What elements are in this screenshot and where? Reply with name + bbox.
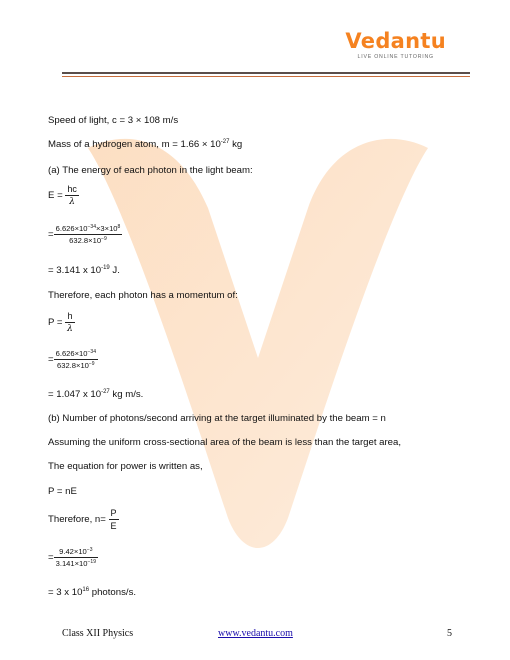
energy-fraction: $\frac{hc}{\lambda}$ xyxy=(67,184,77,207)
energy-substitution: = $\frac{6.626\times 10^{-34}\times 3\times 10^8}{632.8\times 10^{-9}}$ xyxy=(48,224,121,245)
assumption-line: Assuming the uniform cross-sectional area of the beam is less than the target area, xyxy=(48,437,402,448)
photon-count-substitution: = $\frac{9.42\times 10^{-3}}{3.141\times 10^{-19}}$ xyxy=(48,547,96,568)
energy-formula: E = $\frac{hc}{\lambda}$ xyxy=(48,184,77,207)
footer-class-label: Class XII Physics xyxy=(62,628,134,639)
logo-wordmark: Vedantu xyxy=(345,29,446,53)
part-a-heading: (a) The energy of each photon in the light beam: xyxy=(48,165,253,176)
footer-website-link[interactable]: www.vedantu.com xyxy=(218,628,293,639)
part-b-heading: (b) Number of photons/second arriving at the target illuminated by the beam = n xyxy=(48,413,386,424)
momentum-substitution: = $\frac{6.626\times 10^{-34}}{632.8\times 10^{-9}}$ xyxy=(48,349,96,370)
photon-count-result: = 3 x $10^{16}$ photons/s. xyxy=(48,587,137,598)
momentum-formula: P = $\frac{h}{\lambda}$ xyxy=(48,311,73,334)
page-number: 5 xyxy=(447,628,452,639)
vedantu-watermark xyxy=(88,128,428,548)
header-rule xyxy=(62,72,470,74)
photon-count-fraction: $\frac{P}{E}$ xyxy=(110,508,117,531)
logo-tagline: LIVE ONLINE TUTORING xyxy=(357,54,434,60)
header-rule-accent xyxy=(62,76,470,77)
power-equation: P = nE xyxy=(48,486,77,497)
momentum-substitution-fraction: $\frac{6.626\times 10^{-34}}{632.8\times 10^{-9}}$ xyxy=(55,349,96,370)
photon-count-formula: Therefore, n= $\frac{P}{E}$ xyxy=(48,508,117,531)
energy-result: = 3.141 x $10^{-19}$ J. xyxy=(48,265,120,276)
momentum-intro: Therefore, each photon has a momentum of: xyxy=(48,290,238,301)
hydrogen-mass-line: Mass of a hydrogen atom, $m = 1.66 \times 10^{-27}$ kg xyxy=(48,139,243,150)
photon-count-substitution-fraction: $\frac{9.42\times 10^{-3}}{3.141\times 10^{-19}}$ xyxy=(55,547,96,568)
power-equation-intro: The equation for power is written as, xyxy=(48,461,203,472)
momentum-result: = 1.047 x $10^{-27}$ kg m/s. xyxy=(48,389,144,400)
vedantu-logo xyxy=(345,30,446,60)
energy-substitution-fraction: $\frac{6.626\times 10^{-34}\times 3\times 10^8}{632.8\times 10^{-9}}$ xyxy=(55,224,121,245)
momentum-fraction: $\frac{h}{\lambda}$ xyxy=(67,311,73,334)
speed-of-light-line: Speed of light, c = 3 × 108 m/s xyxy=(48,115,179,126)
